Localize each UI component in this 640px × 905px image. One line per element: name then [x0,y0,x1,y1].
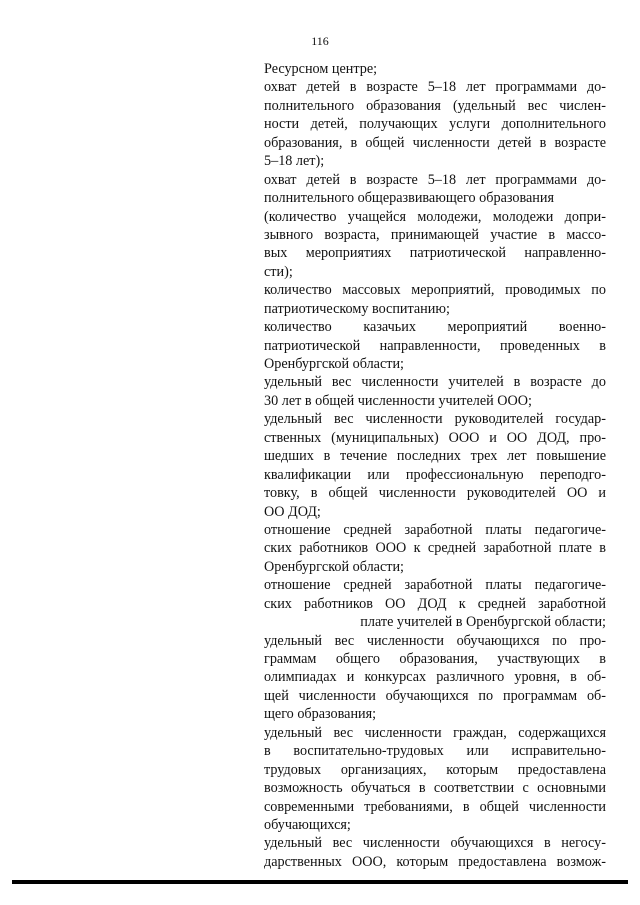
body-text [264,60,606,871]
page-number: 116 [311,34,329,48]
text-line: охват детей в возрасте 5–18 лет программами до- [264,79,606,96]
text-line: образования, в общей численности детей в возрасте [264,134,606,151]
text-line: удельный вес численности граждан, содержащихся [264,724,606,741]
text-line: щего образования; [264,706,377,723]
text-line: ОО ДОД; [264,503,321,520]
text-line: полнительного общеразвивающего образования [264,190,554,207]
text-line: ских работников ООО к средней заработной плате в [264,540,606,557]
text-line: возможность обучаться в соответствии с основными [264,780,606,797]
text-line: количество казачьих мероприятий военно- [264,319,606,336]
text-line: охват детей в возрасте 5–18 лет программами до- [264,171,606,188]
text-line: количество массовых мероприятий, проводимых по [264,282,606,299]
text-line: Ресурсном центре; [264,61,378,77]
text-line: плате учителей в Оренбургской области; [360,614,606,631]
text-line: трудовых организациях, которым предоставлена [264,761,606,778]
text-line: удельный вес численности обучающихся по про- [264,632,606,649]
text-line: удельный вес численности руководителей государ- [264,411,606,428]
text-line: сти); [264,263,293,280]
text-line: квалификации или профессиональную переподго- [264,466,606,483]
text-line: Оренбургской области; [264,558,404,575]
text-line: удельный вес численности учителей в возрасте до [264,374,606,391]
text-line: 30 лет в общей численности учителей ООО; [264,392,532,409]
text-line: дарственных ООО, которым предоставлена возмож- [264,853,606,870]
text-line: товку, в общей численности руководителей ОО и [264,485,606,502]
text-line: отношение средней заработной платы педагогиче- [264,521,606,538]
text-line: обучающихся; [264,816,351,833]
text-line: удельный вес численности обучающихся в негосу- [264,835,606,852]
text-line: ственных (муниципальных) ООО и ОО ДОД, про- [264,429,606,446]
text-line: современными требованиями, в общей численности [264,798,606,815]
text-line: (количество учащейся молодежи, молодежи допри- [264,208,606,225]
text-line: щей численности обучающихся по программам об- [264,687,606,704]
text-line: граммам общего образования, участвующих в [264,651,606,667]
text-line: патриотическому воспитанию; [264,300,450,317]
text-line: шедших в течение последних трех лет повышение [264,448,606,465]
bottom-rule [12,880,628,884]
text-line: Оренбургской области; [264,356,404,372]
text-line: полнительного образования (удельный вес числен- [264,97,606,114]
text-line: зывного возраста, принимающей участие в массо- [264,226,606,243]
text-line: в воспитательно-трудовых или исправительно- [264,743,606,760]
text-line: 5–18 лет); [264,153,325,170]
text-line: олимпиадах и конкурсах различного уровня, в об- [264,669,606,686]
text-line: ских работников ОО ДОД к средней заработной [264,595,606,612]
text-line: ности детей, получающих услуги дополнительного [264,116,606,133]
text-line: патриотической направленности, проведенных в [264,337,606,354]
text-line: отношение средней заработной платы педагогиче- [264,577,606,594]
text-line: вых мероприятиях патриотической направленно- [264,245,606,262]
